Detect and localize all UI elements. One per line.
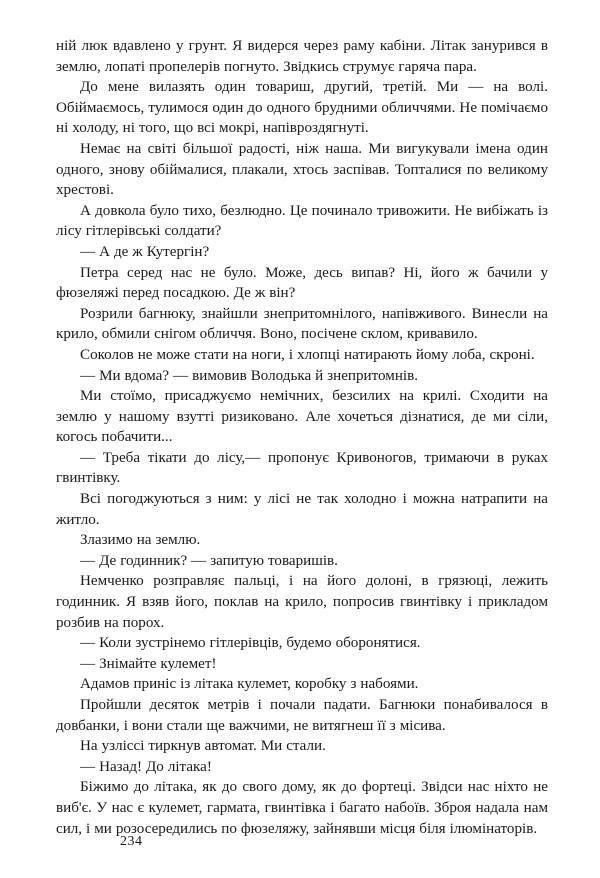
paragraph: — Коли зустрінемо гітлерівців, будемо оборонятися. bbox=[80, 635, 421, 652]
paragraph: ній люк вдавлено у грунт. Я видерся через раму кабіни. Літак занурився в землю, лопаті пропелерів погнуто. Звідкись струмує гаряча пара. bbox=[56, 38, 548, 75]
page-number: 234 bbox=[120, 834, 143, 849]
paragraph: Немченко розправляє пальці, і на його долоні, в грязюці, лежить годинник. Я взяв його, поклав на крило, попросив гвинтівку і прикладом розбив на порох. bbox=[56, 573, 548, 631]
paragraph: Ми стоїмо, присаджуємо немічних, безсилих на крилі. Сходити на землю у нашому взутті ризиковано. Але хочеться дізнатися, де ми сіли, когось побачити... bbox=[56, 388, 548, 446]
paragraph: Адамов приніс із літака кулемет, коробку з набоями. bbox=[80, 676, 419, 693]
paragraph: — Треба тікати до лісу,— пропонує Кривоногов, тримаючи в руках гвинтівку. bbox=[56, 449, 548, 487]
paragraph: Соколов не може стати на ноги, і хлопці натирають йому лоба, скроні. bbox=[80, 346, 535, 363]
paragraph: Всі погоджуються з ним: у лісі не так холодно і можна натрапити на житло. bbox=[56, 491, 548, 528]
paragraph: Немає на світі більшої радості, ніж наша. Ми вигукували імена один одного, знову обіймалися, плакали, хтось заспівав. Топталися по великому хрестові. bbox=[56, 140, 548, 199]
paragraph: Злазимо на землю. bbox=[80, 532, 201, 549]
page-body bbox=[56, 36, 548, 839]
paragraph: — Ми вдома? — вимовив Володька й знепритомнів. bbox=[80, 367, 418, 384]
paragraph: Розрили багнюку, знайшли знепритомнілого, напівживого. Винесли на крило, обмили снігом обличчя. Воно, посічене склом, кривавило. bbox=[56, 305, 548, 343]
paragraph: — Де годинник? — запитую товаришів. bbox=[80, 552, 338, 569]
paragraph: А довкола було тихо, безлюдно. Це починало тривожити. Не вибіжать із лісу гітлерівські солдати? bbox=[56, 202, 548, 240]
paragraph: До мене вилазять один товариш, другий, третій. Ми — на волі. Обіймаємось, тулимося один до одного брудними обличчями. Не помічаємо ні холоду, ні того, що всі мокрі, напівроздягнуті. bbox=[56, 79, 548, 137]
paragraph: Біжимо до літака, як до свого дому, як до фортеці. Звідси нас ніхто не виб'є. У нас є кулемет, гармата, гвинтівка і багато набоїв. Зброя надала нам сил, і ми розосередились по фюзеляжу, зайнявши місця біля ілюмінаторів. bbox=[56, 779, 548, 837]
paragraph: — Назад! До літака! bbox=[80, 758, 212, 775]
paragraph: Петра серед нас не було. Може, десь випав? Ні, його ж бачили у фюзеляжі перед посадкою. Де ж він? bbox=[56, 264, 548, 302]
paragraph: Пройшли десяток метрів і почали падати. Багнюки понабивалося в довбанки, і вони стали ще важчими, не витягнеш її з місива. bbox=[56, 697, 548, 734]
paragraph: — А де ж Кутергін? bbox=[80, 243, 210, 260]
paragraph: На узліссі тиркнув автомат. Ми стали. bbox=[80, 738, 326, 755]
paragraph: — Знімайте кулемет! bbox=[80, 655, 217, 672]
